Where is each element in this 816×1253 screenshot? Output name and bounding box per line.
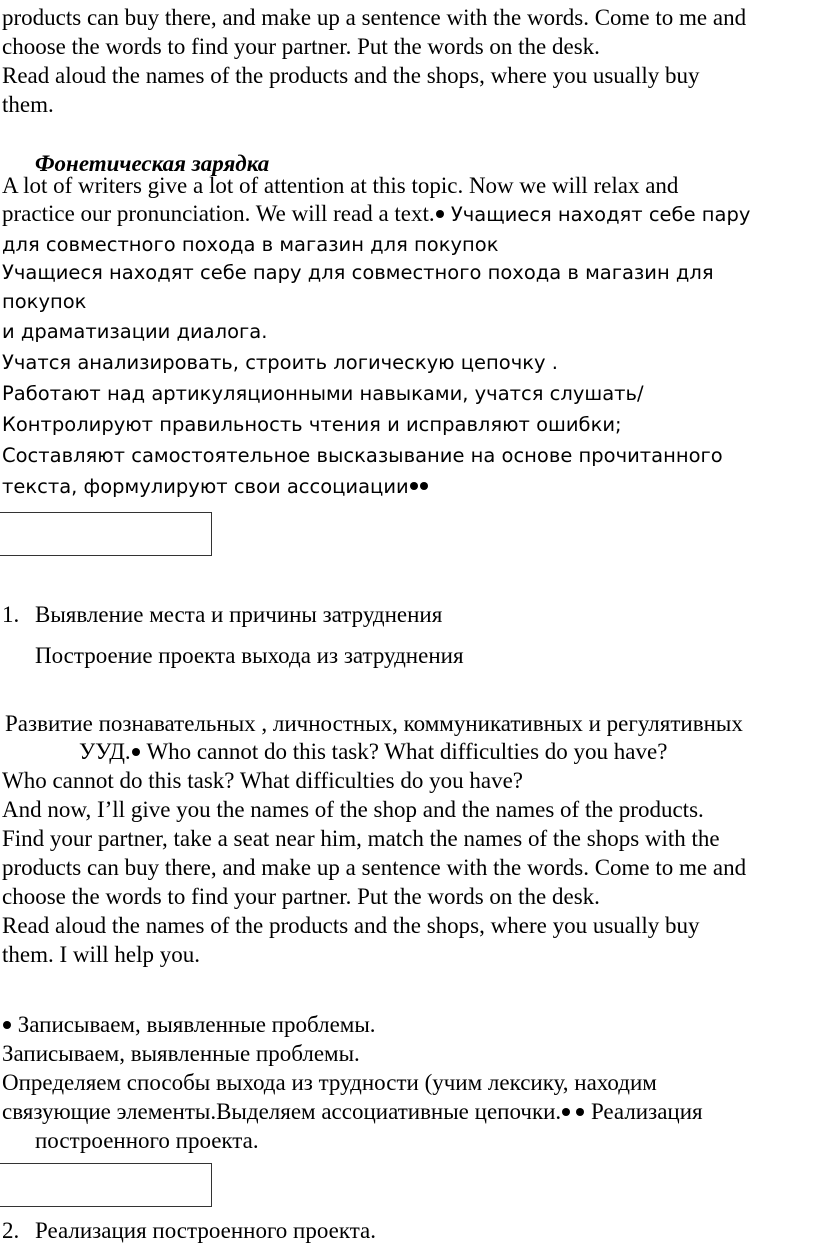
text-fragment: Who cannot do this task? What difficulties do you have? bbox=[140, 739, 668, 764]
text-line: Учащиеся находят себе пару для совместного похода в магазин для bbox=[2, 261, 714, 284]
list-item-text: Выявление места и причины затруднения bbox=[35, 602, 443, 627]
text-line: Учатся анализировать, строить логическую цепочку . bbox=[2, 351, 558, 374]
text-line bbox=[2, 1010, 376, 1039]
text-fragment: Учащиеся находят себе пару bbox=[444, 203, 751, 226]
text-line: products can buy there, and make up a sentence with the words. Come to me and bbox=[2, 855, 747, 880]
text-line: Работают над артикуляционными навыками, учатся слушать/ bbox=[2, 382, 644, 405]
text-line: построенного проекта. bbox=[35, 1128, 259, 1153]
section-heading: Фонетическая зарядка bbox=[35, 151, 270, 176]
text-line: them. I will help you. bbox=[2, 942, 201, 967]
list-item-text: Реализация построенного проекта. bbox=[35, 1218, 377, 1243]
text-line: choose the words to find your partner. Put the words on the desk. bbox=[2, 884, 600, 909]
text-fragment: Реализация bbox=[585, 1099, 703, 1124]
text-line: для совместного похода в магазин для покупок bbox=[2, 233, 499, 256]
text-line: покупок bbox=[2, 290, 87, 313]
text-line: Read aloud the names of the products and the shops, where you usually buy bbox=[2, 913, 700, 938]
text-fragment: Записываем, выявленные проблемы. bbox=[12, 1012, 376, 1037]
text-line: Составляют самостоятельное высказывание на основе прочитанного bbox=[2, 444, 723, 467]
bullet-icon bbox=[420, 482, 428, 490]
list-subitem: Построение проекта выхода из затруднения bbox=[35, 643, 464, 668]
list-item bbox=[2, 600, 442, 629]
text-line: Read aloud the names of the products and the shops, where you usually buy bbox=[2, 63, 700, 88]
text-fragment: practice our pronunciation. We will read a text. bbox=[2, 201, 435, 226]
text-line: And now, I’ll give you the names of the shop and the names of the products. bbox=[2, 797, 704, 822]
text-line bbox=[2, 199, 750, 230]
text-line: choose the words to find your partner. Put the words on the desk. bbox=[2, 34, 600, 59]
list-item bbox=[2, 1216, 376, 1245]
text-line: A lot of writers give a lot of attention at this topic. Now we will relax and bbox=[2, 173, 679, 198]
bullet-icon bbox=[562, 1108, 570, 1116]
text-line: Find your partner, take a seat near him, match the names of the shops with the bbox=[2, 826, 720, 851]
bullet-icon bbox=[3, 1021, 11, 1029]
text-line: Развитие познавательных , личностных, коммуникативных и регулятивных bbox=[5, 711, 743, 736]
text-line: Записываем, выявленные проблемы. bbox=[2, 1041, 360, 1066]
text-line bbox=[2, 471, 429, 502]
text-line bbox=[2, 1097, 703, 1126]
text-fragment: связующие элементы.Выделяем ассоциативные цепочки. bbox=[2, 1099, 562, 1124]
list-number: 2. bbox=[2, 1218, 20, 1243]
bullet-icon bbox=[410, 482, 418, 490]
text-line: products can buy there, and make up a sentence with the words. Come to me and bbox=[2, 5, 747, 30]
text-line: them. bbox=[2, 92, 54, 117]
bullet-icon bbox=[576, 1108, 584, 1116]
bullet-icon bbox=[132, 748, 140, 756]
empty-frame bbox=[0, 512, 212, 556]
empty-frame bbox=[0, 1163, 212, 1207]
text-line: Определяем способы выхода из трудности (учим лексику, находим bbox=[2, 1070, 657, 1095]
text-line: и драматизации диалога. bbox=[2, 320, 268, 343]
text-fragment: УУД. bbox=[79, 739, 131, 764]
text-line bbox=[79, 737, 667, 766]
text-line: Who cannot do this task? What difficulties do you have? bbox=[2, 768, 523, 793]
text-fragment: текста, формулируют свои ассоциации bbox=[2, 475, 409, 498]
text-line: Контролируют правильность чтения и исправляют ошибки; bbox=[2, 413, 622, 436]
bullet-icon bbox=[436, 210, 444, 218]
list-number: 1. bbox=[2, 602, 20, 627]
